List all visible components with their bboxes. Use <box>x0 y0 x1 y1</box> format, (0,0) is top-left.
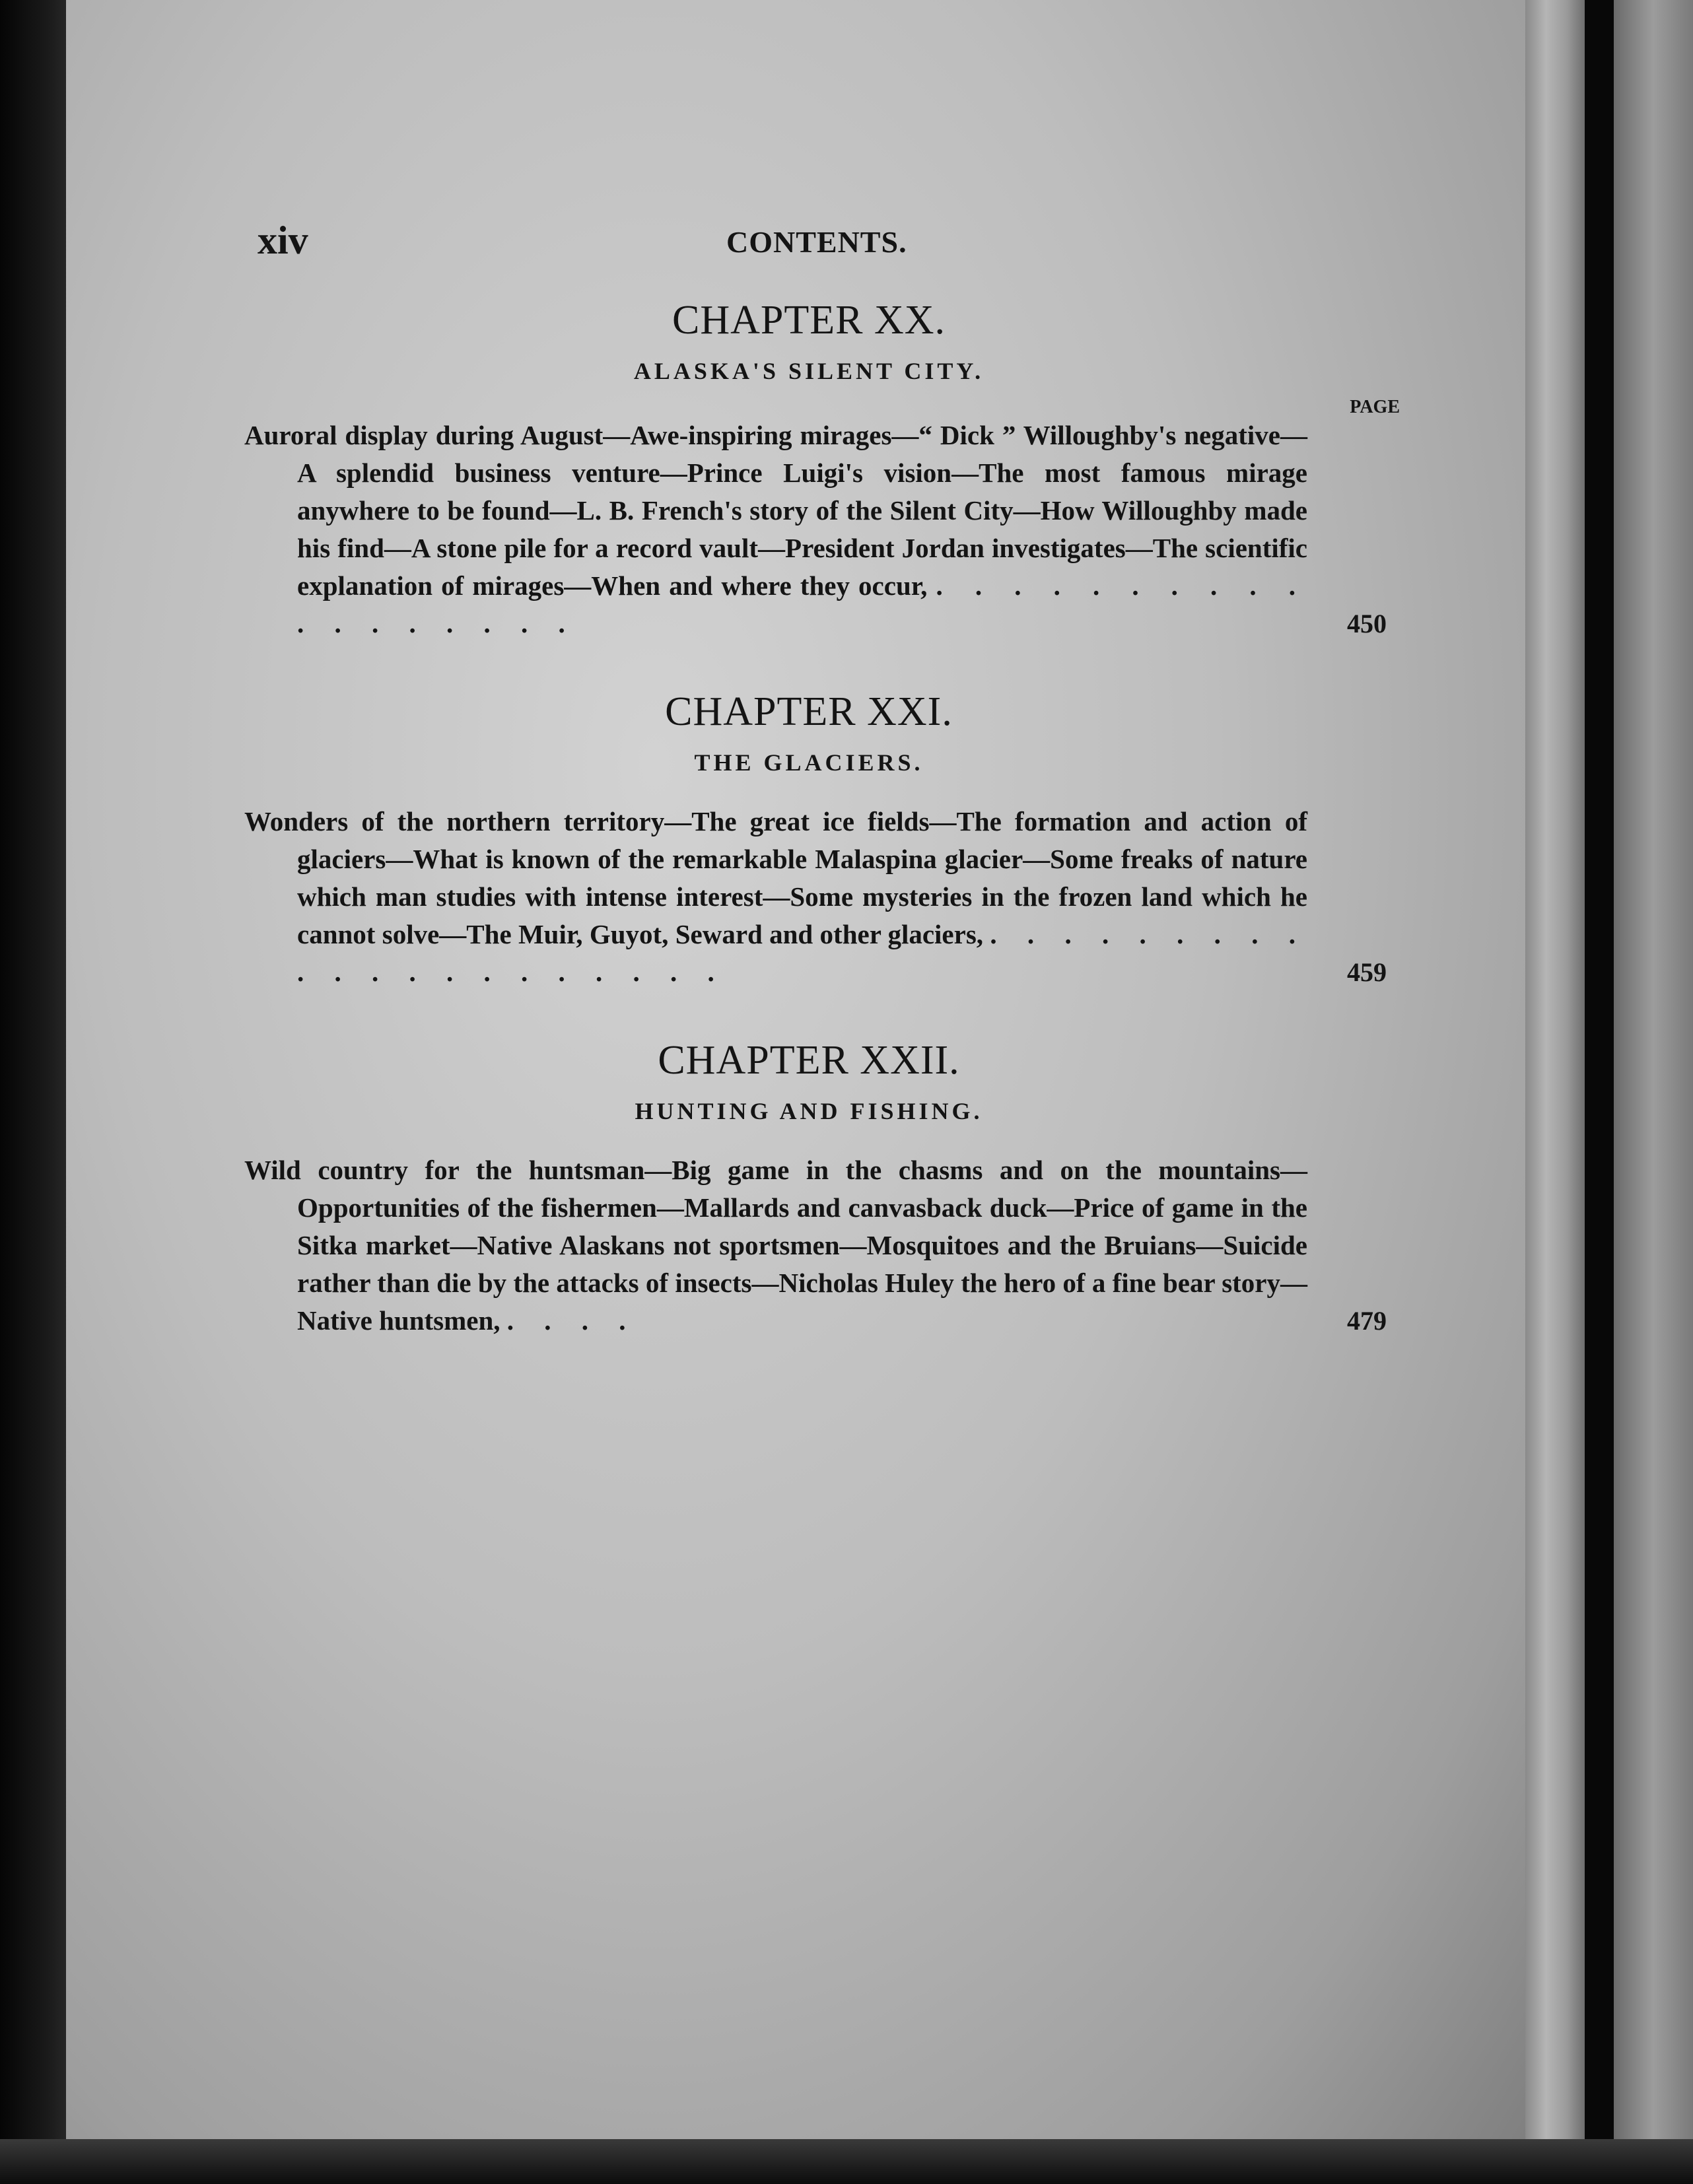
dot-leader: . . . . . . . . . . . . . . . . . . . . . <box>297 919 1307 987</box>
page-column-label: PAGE <box>1350 397 1400 417</box>
summary-text: Auroral display during August—Awe-inspiring mirages—“ Dick ” Willoughby's negative—A splendid business venture—Prince Luigi's vision—The most famous mirage anywhere to be found—L. B. French's story of the Silent City—How Willoughby made his find—A stone pile for a record vault—President Jordan investigates—The scientific explanation of mirages—When and where they occur, <box>244 420 1307 601</box>
chapter-subtitle: THE GLACIERS. <box>694 749 924 776</box>
dot-leader: . . . . <box>506 1305 638 1336</box>
chapter-title: CHAPTER XXII. <box>658 1038 960 1083</box>
summary-text: Wonders of the northern territory—The great ice fields—The formation and action of glaciers—What is known of the remarkable Malaspina glacier—Some freaks of nature which man studies with intense interest—Some mysteries in the frozen land which he cannot solve—The Muir, Guyot, Seward and other glaciers, <box>244 806 1307 949</box>
page-number: 450 <box>1347 609 1387 638</box>
chapter-title: CHAPTER XXI. <box>665 689 953 734</box>
chapter-subtitle: HUNTING AND FISHING. <box>635 1098 983 1124</box>
binding-shadow <box>1585 0 1614 2184</box>
contents-text-block <box>244 218 1400 1340</box>
running-head <box>244 218 1373 271</box>
chapter-subtitle: ALASKA'S SILENT CITY. <box>633 358 985 384</box>
chapter-summary <box>244 803 1387 991</box>
dot-leader: . . . . . . . . . . . . . . . . . . <box>297 570 1308 638</box>
scan-bottom-edge <box>0 2139 1693 2184</box>
page-number: 459 <box>1347 957 1387 987</box>
page-number: 479 <box>1347 1306 1387 1336</box>
chapter-xxi <box>244 689 1387 991</box>
page-gutter <box>1525 0 1585 2184</box>
chapter-title: CHAPTER XX. <box>672 298 946 343</box>
chapter-xxii <box>244 1037 1387 1340</box>
summary-text: Wild country for the huntsman—Big game in the chasms and on the mountains—Opportunities of the fishermen—Mallards and canvasback duck—Price of game in the Sitka market—Native Alaskans not sportsmen—Mosquitoes and the Bruians—Suicide rather than die by the attacks of insects—Nicholas Huley the hero of a fine bear story—Native huntsmen, <box>244 1155 1307 1336</box>
chapter-summary <box>244 417 1387 642</box>
running-title: CONTENTS. <box>726 225 907 259</box>
chapter-xx <box>244 297 1400 642</box>
folio: xiv <box>258 219 308 262</box>
chapter-summary <box>244 1151 1387 1340</box>
facing-page-edge <box>1614 0 1693 2184</box>
